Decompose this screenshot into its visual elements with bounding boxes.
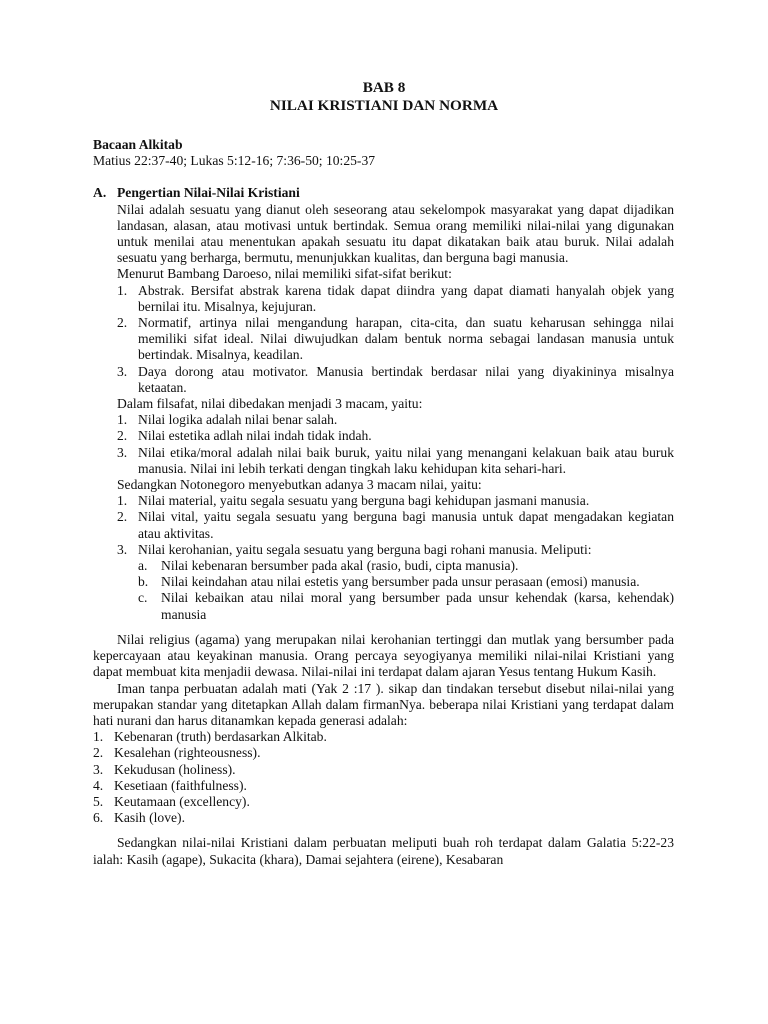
filsafat-list: [117, 412, 674, 477]
list-number: 3.: [117, 363, 128, 379]
list-number: 1.: [117, 412, 128, 428]
list-text: Nilai logika adalah nilai benar salah.: [138, 412, 338, 428]
sublist-letter: a.: [138, 558, 148, 574]
list-item: [93, 810, 674, 826]
list-item: [117, 283, 674, 315]
list-item: [117, 315, 674, 364]
section-letter: A.: [93, 185, 107, 201]
list-item: [117, 445, 674, 477]
list-number: 2.: [117, 428, 128, 444]
list-number: 6.: [93, 810, 104, 826]
list-text: Kebenaran (truth) berdasarkan Alkitab.: [114, 729, 327, 745]
list-text: Nilai material, yaitu segala sesuatu yang berguna bagi kehidupan jasmani manusia.: [138, 493, 590, 509]
sublist-text: Nilai kebenaran bersumber pada akal (rasio, budi, cipta manusia).: [161, 558, 519, 574]
chapter-number: BAB 8: [362, 79, 406, 96]
list-item: [93, 745, 674, 761]
list-text: Kekudusan (holiness).: [114, 761, 236, 777]
chapter-title: NILAI KRISTIANI DAN NORMA: [269, 97, 499, 114]
spacer: [93, 826, 674, 835]
list-text: Nilai kerohanian, yaitu segala sesuatu yang berguna bagi rohani manusia. Meliputi:: [138, 541, 592, 557]
list-number: 4.: [93, 777, 104, 793]
chapter-title-block: [0, 79, 768, 115]
list-text: Keutamaan (excellency).: [114, 793, 250, 809]
list-item: [117, 542, 674, 558]
galatia-paragraph: Sedangkan nilai-nilai Kristiani dalam perbuatan meliputi buah roh terdapat dalam Galatia 5:22-23 ialah: Kasih (agape), Sukacita (khara), Damai sejahtera (eirene), Kesabaran: [93, 835, 674, 867]
list-item: [93, 762, 674, 778]
list-number: 3.: [117, 444, 128, 460]
list-item: [93, 778, 674, 794]
sublist-text: Nilai kebaikan atau nilai moral yang bersumber pada unsur kehendak (karsa, kehendak) manusia: [161, 590, 674, 622]
list-text: Nilai estetika adlah nilai indah tidak indah.: [138, 428, 372, 444]
list-number: 2.: [93, 745, 104, 761]
list-text: Kasih (love).: [114, 810, 185, 826]
list-text: Kesalehan (righteousness).: [114, 745, 261, 761]
list-number: 1.: [117, 282, 128, 298]
sublist-item: [138, 558, 674, 574]
list-number: 1.: [117, 493, 128, 509]
notonegoro-intro: Sedangkan Notonegoro menyebutkan adanya 3 macam nilai, yaitu:: [117, 477, 482, 493]
religius-paragraph: Nilai religius (agama) yang merupakan nilai kerohanian tertinggi dan mutlak yang bersumber pada kepercayaan atau keyakinan manusia. Orang percaya seyogiyanya memiliki nilai-nilai Kristiani yang dapat membuat kita menjadii dewasa. Nilai-nilai ini terdapat dalam ajaran Yesus tentang Hukum Kasih.: [93, 631, 674, 680]
list-text: Nilai vital, yaitu segala sesuatu yang berguna bagi manusia untuk dapat mengadakan kegiatan atau aktivitas.: [138, 509, 674, 541]
section-a-heading: [93, 185, 674, 201]
daroeso-list: [117, 283, 674, 396]
list-number: 3.: [93, 761, 104, 777]
list-number: 3.: [117, 541, 128, 557]
list-item: [93, 729, 674, 745]
filsafat-intro: Dalam filsafat, nilai dibedakan menjadi 3 macam, yaitu:: [117, 396, 423, 412]
sublist-letter: c.: [138, 590, 148, 606]
list-item: [117, 428, 674, 444]
sublist-text: Nilai keindahan atau nilai estetis yang bersumber pada unsur perasaan (emosi) manusia.: [161, 574, 640, 590]
kristiani-list: [93, 729, 674, 826]
section-a-body: [117, 202, 674, 623]
list-text: Daya dorong atau motivator. Manusia bertindak berdasar nilai yang diyakininya misalnya ketaatan.: [138, 363, 674, 395]
list-text: Normatif, artinya nilai mengandung harapan, cita-cita, dan suatu keharusan sehingga nilai memiliki sifat ideal. Nilai diwujudkan dalam bentuk norma sebagai landasan manusia untuk bertindak. Misalnya, keadilan.: [138, 315, 674, 363]
kerohanian-sublist: [138, 558, 674, 623]
iman-paragraph: Iman tanpa perbuatan adalah mati (Yak 2 :17 ). sikap dan tindakan tersebut disebut nilai-nilai yang merupakan standar yang ditetapkan Allah dalam firmanNya. beberapa nilai Kristiani yang terdapat dalam hati nurani dan harus ditanamkan kepada generasi adalah:: [93, 680, 674, 728]
list-item: [93, 794, 674, 810]
list-item: [117, 493, 674, 509]
bacaan-label: Bacaan Alkitab: [93, 137, 183, 152]
list-number: 5.: [93, 793, 104, 809]
list-number: 2.: [117, 509, 128, 525]
daroeso-intro: Menurut Bambang Daroeso, nilai memiliki sifat-sifat berikut:: [117, 266, 452, 282]
sublist-letter: b.: [138, 574, 149, 590]
document-body: [93, 137, 674, 868]
list-item: [117, 509, 674, 541]
list-text: Kesetiaan (faithfulness).: [114, 777, 247, 793]
list-number: 1.: [93, 729, 104, 745]
intro-paragraph: Nilai adalah sesuatu yang dianut oleh seseorang atau sekelompok masyarakat yang dapat dijadikan landasan, alasan, atau motivasi untuk bertindak. Semua orang memiliki nilai-nilai yang digunakan untuk menilai atau menentukan apakah sesuatu itu dapat dikatakan baik atau buruk. Nilai adalah sesuatu yang berharga, bermutu, menunjukkan kualitas, dan berguna bagi manusia.: [117, 201, 674, 266]
sublist-item: [138, 574, 674, 590]
bacaan-verses: Matius 22:37-40; Lukas 5:12-16; 7:36-50; 10:25-37: [93, 153, 376, 169]
spacer: [93, 623, 674, 632]
list-item: [117, 364, 674, 396]
list-number: 2.: [117, 315, 128, 331]
spacer: [93, 169, 674, 185]
list-text: Abstrak. Bersifat abstrak karena tidak dapat diindra yang dapat diamati hanyalah objek yang bernilai itu. Misalnya, kejujuran.: [138, 282, 674, 314]
section-title: Pengertian Nilai-Nilai Kristiani: [117, 185, 300, 201]
list-text: Nilai etika/moral adalah nilai baik buruk, yaitu nilai yang menangani kelakuan baik atau buruk manusia. Nilai ini lebih terkati dengan tingkah laku kehidupan kita sehari-hari.: [138, 444, 674, 476]
notonegoro-list: [117, 493, 674, 623]
sublist-item: [138, 590, 674, 622]
list-item: [117, 412, 674, 428]
